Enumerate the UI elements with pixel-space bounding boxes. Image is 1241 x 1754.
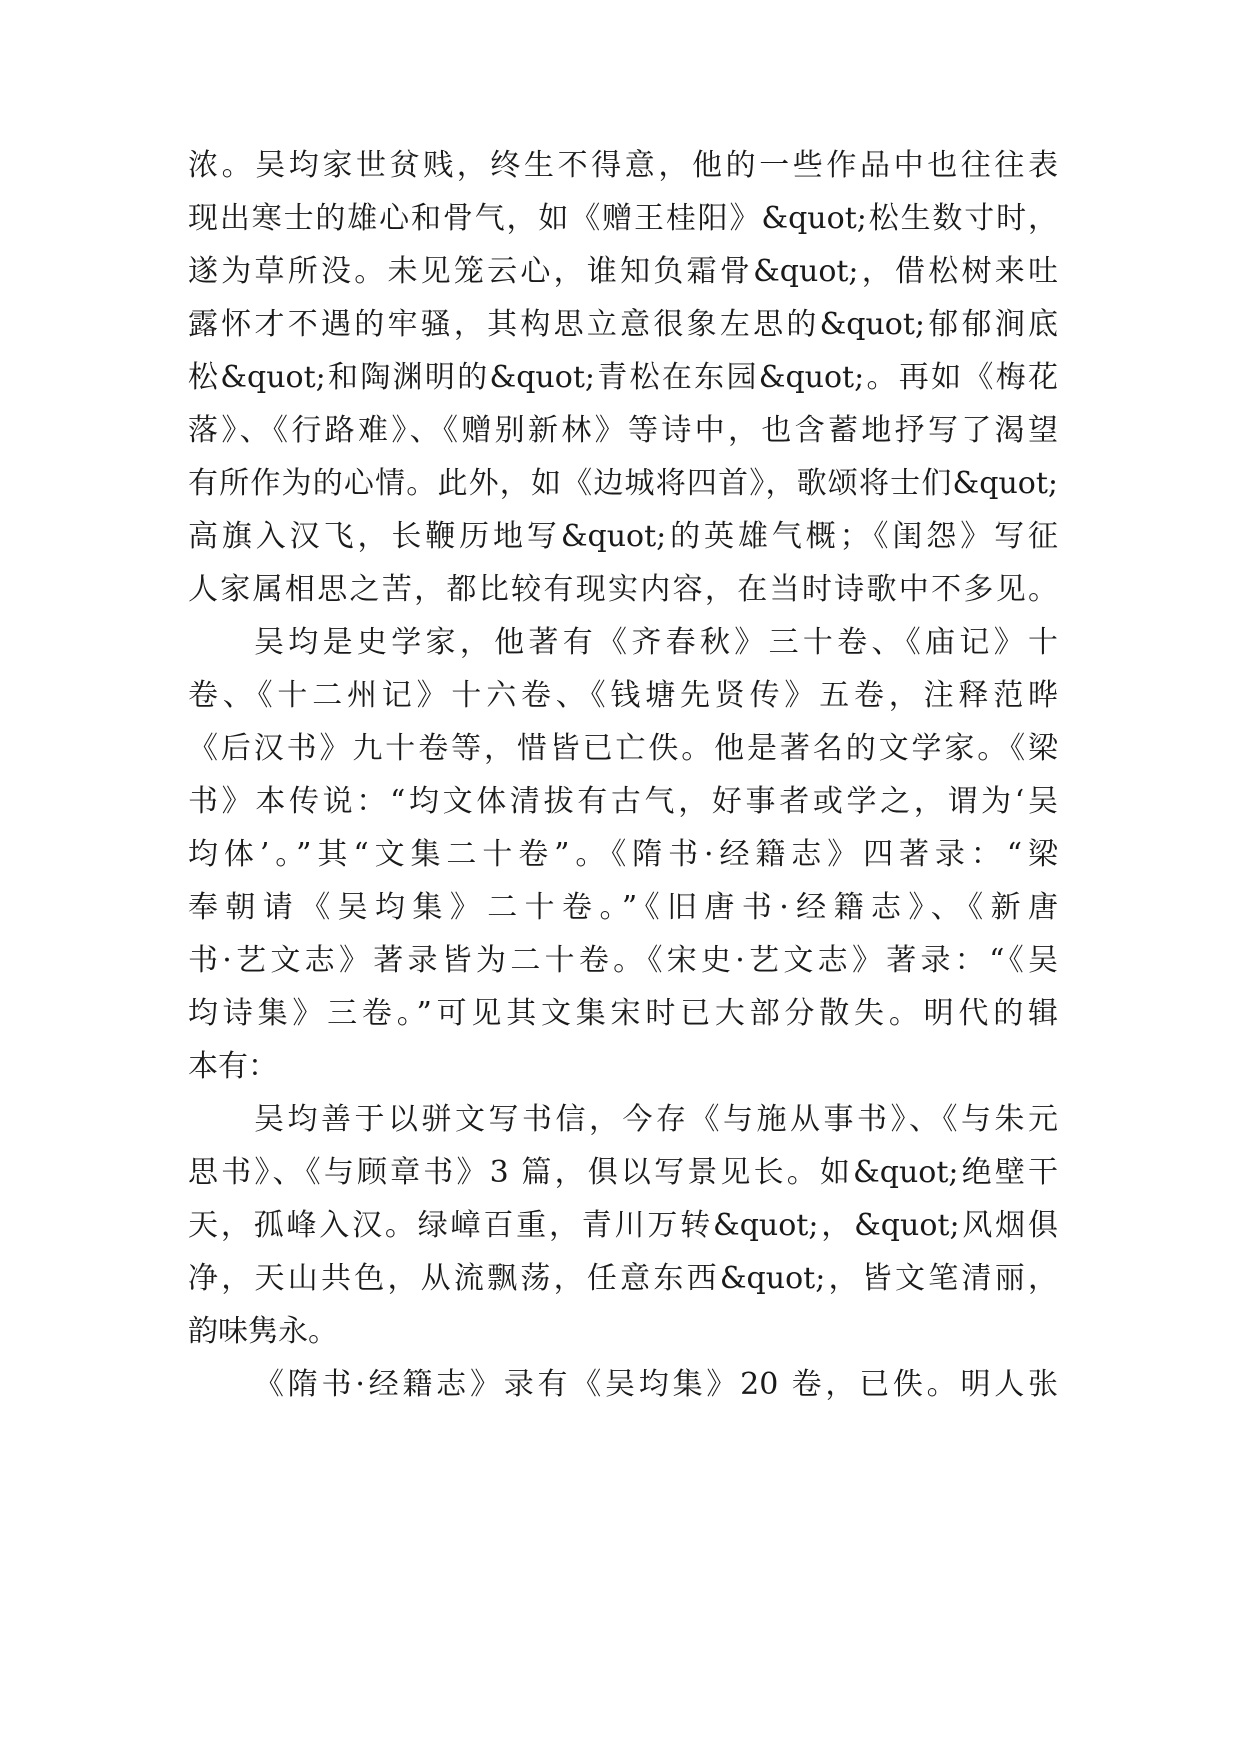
text-line: 天，孤峰入汉。绿嶂百重，青川万转&quot;，&quot;风烟俱 <box>188 1208 1058 1243</box>
text-line: 卷、《十二州记》十六卷、《钱塘先贤传》五卷，注释范晔 <box>188 678 1058 713</box>
text-line: 现出寒士的雄心和骨气，如《赠王桂阳》&quot;松生数寸时， <box>188 201 1058 236</box>
text-line: 遂为草所没。未见笼云心，谁知负霜骨&quot;，借松树来吐 <box>188 254 1058 289</box>
text-line: 高旗入汉飞，长鞭历地写&quot;的英雄气概；《闺怨》写征 <box>188 519 1058 554</box>
paragraph-first-line: 吴均善于以骈文写书信，今存《与施从事书》、《与朱元 <box>254 1102 1058 1137</box>
text-line: 奉朝请《吴均集》二十卷。”《旧唐书·经籍志》、《新唐 <box>188 890 1058 925</box>
text-line: 均体’。”其“文集二十卷”。《隋书·经籍志》四著录：“梁 <box>188 837 1058 872</box>
text-line: 思书》、《与顾章书》3 篇，俱以写景见长。如&quot;绝壁干 <box>188 1155 1058 1190</box>
paragraph-first-line: 吴均是史学家，他著有《齐春秋》三十卷、《庙记》十 <box>254 625 1058 660</box>
text-line: 均诗集》三卷。”可见其文集宋时已大部分散失。明代的辑 <box>188 996 1058 1031</box>
text-line: 书》本传说：“均文体清拔有古气，好事者或学之，谓为‘吴 <box>188 784 1058 819</box>
text-line: 露怀才不遇的牢骚，其构思立意很象左思的&quot;郁郁涧底 <box>188 307 1058 342</box>
text-line: 净，天山共色，从流飘荡，任意东西&quot;，皆文笔清丽， <box>188 1261 1058 1296</box>
paragraph-first-line: 《隋书·经籍志》录有《吴均集》20 卷，已佚。明人张 <box>254 1367 1058 1402</box>
text-line: 韵味隽永。 <box>188 1314 338 1349</box>
text-line: 人家属相思之苦，都比较有现实内容，在当时诗歌中不多见。 <box>188 572 1058 607</box>
text-line: 落》、《行路难》、《赠别新林》等诗中，也含蓄地抒写了渴望 <box>188 413 1058 448</box>
text-line: 松&quot;和陶渊明的&quot;青松在东园&quot;。再如《梅花 <box>188 360 1058 395</box>
text-line: 本有： <box>188 1049 278 1084</box>
text-line: 浓。吴均家世贫贱，终生不得意，他的一些作品中也往往表 <box>188 148 1058 183</box>
text-line: 书·艺文志》著录皆为二十卷。《宋史·艺文志》著录：“《吴 <box>188 943 1058 978</box>
text-line: 有所作为的心情。此外，如《边城将四首》，歌颂将士们&quot; <box>188 466 1058 501</box>
text-line: 《后汉书》九十卷等，惜皆已亡佚。他是著名的文学家。《梁 <box>188 731 1058 766</box>
